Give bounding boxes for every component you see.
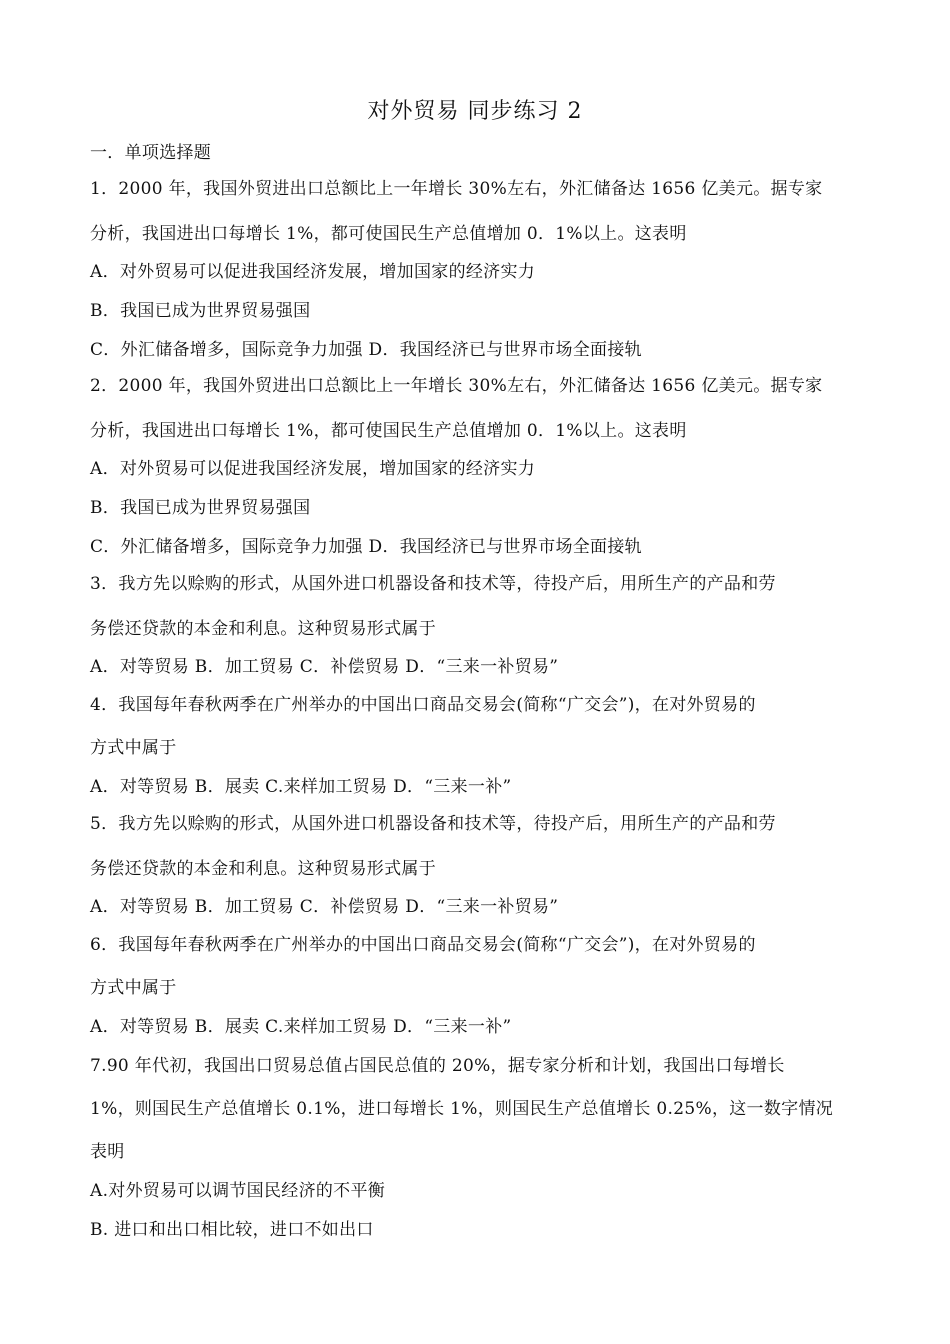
- text-line: 1%，则国民生产总值增长 0.1%，进口每增长 1%，则国民生产总值增长 0.25%，这一数字情况: [90, 1099, 834, 1119]
- text-line: A．对外贸易可以促进我国经济发展，增加国家的经济实力: [90, 262, 536, 282]
- text-line: 3．我方先以赊购的形式，从国外进口机器设备和技术等，待投产后，用所生产的产品和劳: [90, 574, 776, 594]
- text-line: 务偿还贷款的本金和利息。这种贸易形式属于: [90, 859, 436, 879]
- section-heading: 一．单项选择题: [90, 143, 212, 163]
- text-line: A．对等贸易 B．加工贸易 C．补偿贸易 D．“三来一补贸易”: [90, 657, 559, 677]
- text-line: 4．我国每年春秋两季在广州举办的中国出口商品交易会(简称“广交会”)，在对外贸易的: [90, 695, 756, 715]
- text-line: A.对外贸易可以调节国民经济的不平衡: [90, 1181, 386, 1201]
- text-line: B．我国已成为世界贸易强国: [90, 301, 311, 321]
- text-line: 分析，我国进出口每增长 1%，都可使国民生产总值增加 0．1%以上。这表明: [90, 224, 687, 244]
- text-line: 分析，我国进出口每增长 1%，都可使国民生产总值增加 0．1%以上。这表明: [90, 421, 687, 441]
- text-line: 务偿还贷款的本金和利息。这种贸易形式属于: [90, 619, 436, 639]
- text-line: 方式中属于: [90, 978, 177, 998]
- text-line: 5．我方先以赊购的形式，从国外进口机器设备和技术等，待投产后，用所生产的产品和劳: [90, 814, 776, 834]
- text-line: 方式中属于: [90, 738, 177, 758]
- text-line: A．对等贸易 B．展卖 C.来样加工贸易 D．“三来一补”: [90, 1017, 512, 1037]
- text-line: A．对外贸易可以促进我国经济发展，增加国家的经济实力: [90, 459, 536, 479]
- text-line: 6．我国每年春秋两季在广州举办的中国出口商品交易会(简称“广交会”)，在对外贸易的: [90, 935, 756, 955]
- text-line: 表明: [90, 1142, 125, 1162]
- text-line: C．外汇储备增多，国际竞争力加强 D．我国经济已与世界市场全面接轨: [90, 537, 642, 557]
- text-line: A．对等贸易 B．展卖 C.来样加工贸易 D．“三来一补”: [90, 777, 512, 797]
- text-line: B．我国已成为世界贸易强国: [90, 498, 311, 518]
- text-line: B. 进口和出口相比较，进口不如出口: [90, 1220, 374, 1240]
- text-line: C．外汇储备增多，国际竞争力加强 D．我国经济已与世界市场全面接轨: [90, 340, 642, 360]
- text-line: 7.90 年代初，我国出口贸易总值占国民总值的 20%，据专家分析和计划，我国出口每增长: [90, 1056, 785, 1076]
- document-title: 对外贸易 同步练习 2: [367, 99, 583, 124]
- text-line: 1．2000 年，我国外贸进出口总额比上一年增长 30%左右，外汇储备达 1656 亿美元。据专家: [90, 179, 823, 199]
- text-line: 2．2000 年，我国外贸进出口总额比上一年增长 30%左右，外汇储备达 1656 亿美元。据专家: [90, 376, 823, 396]
- text-line: A．对等贸易 B．加工贸易 C．补偿贸易 D．“三来一补贸易”: [90, 897, 559, 917]
